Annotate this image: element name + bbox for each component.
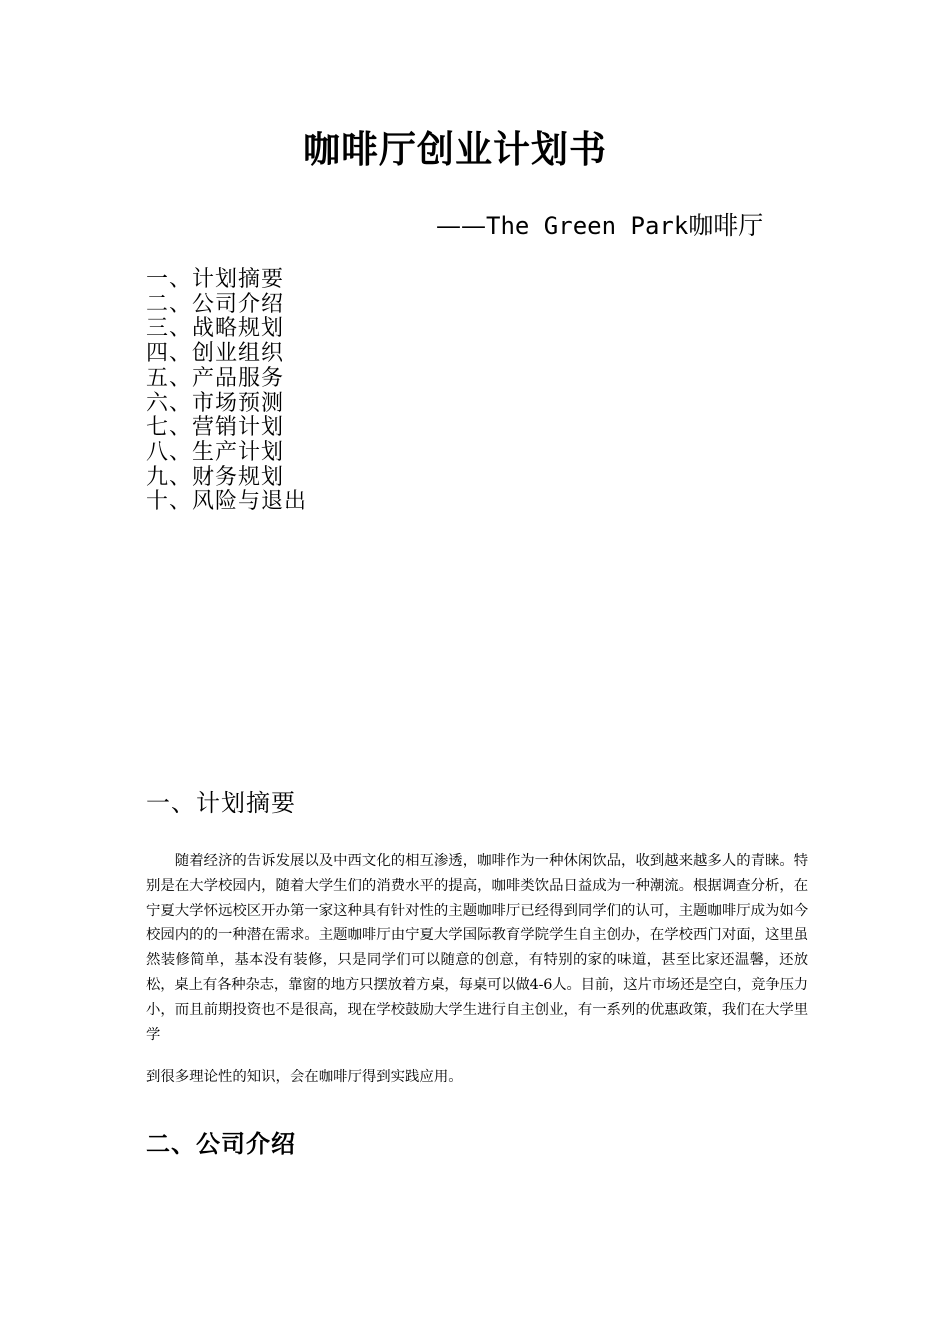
- toc-item: 七、营销计划: [146, 415, 285, 441]
- toc-item: 五、产品服务: [146, 365, 285, 391]
- subtitle-suffix: 咖啡厅: [688, 211, 764, 240]
- subtitle-dash: ——: [436, 211, 486, 240]
- plan-summary-paragraph: 随着经济的告诉发展以及中西文化的相互渗透，咖啡作为一种休闲饮品，收到越来越多人的青睐。特别是在大学校园内，随着大学生们的消费水平的提高，咖啡类饮品日益成为一种潮流。根据调查分析，在宁夏大学怀远校区开办第一家这种具有针对性的主题咖啡厅已经得到同学们的认可，主题咖啡厅成为如今校园内的的一种潜在需求。主题咖啡厅由宁夏大学国际教育学院学生自主创办，在学校西门对面，这里虽然装修简单，基本没有装修，只是同学们可以随意的创意，有特别的家的味道，甚至比家还温馨，还放松，桌上有各种杂志，靠窗的地方只摆放着方桌，每桌可以做4-6人。目前，这片市场还是空白，竞争压力小，而且前期投资也不是很高，现在学校鼓励大学生进行自主创业，有一系列的优惠政策，我们在大学里学: [146, 853, 808, 1043]
- toc-item: 四、创业组织: [146, 341, 285, 367]
- toc-item: 六、市场预测: [146, 390, 285, 416]
- toc-item: 九、财务规划: [146, 464, 285, 490]
- plan-summary-paragraph-end: 到很多理论性的知识，会在咖啡厅得到实践应用。: [146, 1069, 463, 1085]
- document-subtitle: [436, 209, 763, 243]
- toc-item: 二、公司介绍: [146, 291, 285, 317]
- section-heading-plan-summary: 一、计划摘要: [146, 789, 296, 817]
- document-title: 咖啡厅创业计划书: [303, 128, 607, 171]
- subtitle-cafe-name: The Green Park: [486, 212, 689, 240]
- toc-item: 十、风险与退出: [146, 489, 308, 515]
- section-heading-company-intro: 二、公司介绍: [146, 1130, 296, 1158]
- toc-item: 三、战略规划: [146, 316, 285, 342]
- toc-item: 一、计划摘要: [146, 267, 285, 292]
- table-of-contents: [146, 268, 307, 515]
- toc-item: 八、生产计划: [146, 439, 285, 465]
